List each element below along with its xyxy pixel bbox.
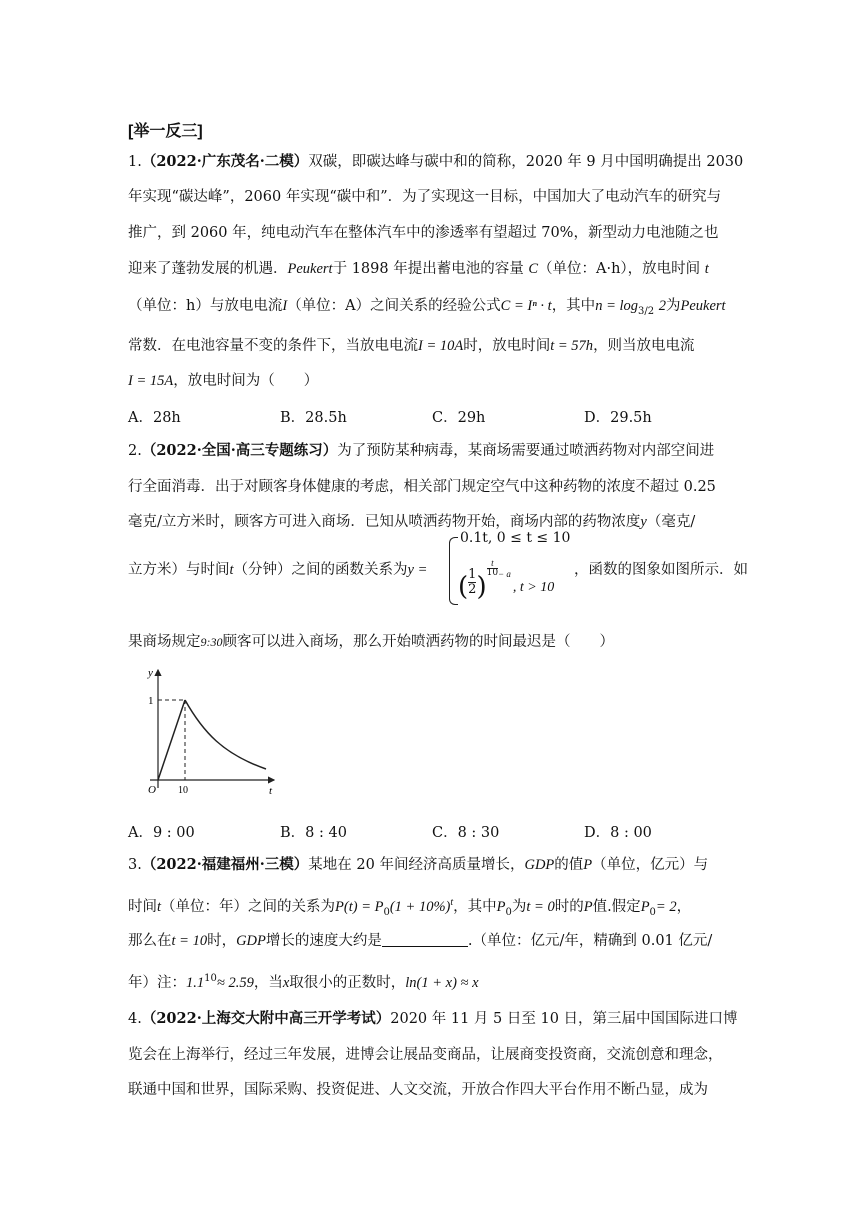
problem-1-line-5: （单位：h）与放电电流I（单位：A）之间关系的经验公式C = Iⁿ · t，其中$n = \log_{3/2} 2$为Peukert <box>128 298 726 317</box>
option-d: D．8 : 00 <box>584 825 652 841</box>
problem-3-line-4: 年）注：$1.1^{10}\approx 2.59$，当x取很小的正数时，ln(1 + x) ≈ x <box>128 973 479 991</box>
problem-1-line-6: 常数．在电池容量不变的条件下，当放电电流I = 10A时，放电时间t = 57h，则当放电电流 <box>128 338 695 354</box>
answer-blank[interactable] <box>382 932 468 947</box>
problem-source: （2022·福建福州·三模） <box>141 856 309 873</box>
problem-3-line-1: 3.（2022·福建福州·三模）某地在 20 年间经济高质量增长，GDP的值P（单位，亿元）与 <box>128 856 709 873</box>
problem-source: （2022·上海交大附中高三开学考试） <box>141 1010 391 1027</box>
problem-2-line-3: 毫克/立方米时，顾客方可进入商场．已知从喷洒药物开始，商场内部的药物浓度y（毫克/ <box>128 514 696 530</box>
tick-label-one: 1 <box>148 695 154 707</box>
formula-capacity: C = Iⁿ · t <box>500 298 552 314</box>
tick-label-ten: 10 <box>178 785 188 796</box>
problem-number: 3. <box>128 857 142 873</box>
piecewise-case-2: ( $\frac{1}{2}$ ) $^{\frac{t}{10} - a}$, t > 10 <box>458 558 555 602</box>
problem-3-line-3: 那么在t = 10时，GDP增长的速度大约是 .（单位：亿元/年，精确到 0.01 亿元/ <box>128 933 713 949</box>
option-b: B．8 : 40 <box>280 825 347 841</box>
section-heading: [举一反三] <box>128 123 203 140</box>
problem-number: 1. <box>128 154 142 170</box>
option-a: A．9 : 00 <box>128 825 195 841</box>
problem-source: （2022·广东茂名·二模） <box>141 153 309 170</box>
problem-4-line-3: 联通中国和世界，国际采购、投资促进、人文交流，开放合作四大平台作用不断凸显，成为 <box>128 1082 708 1098</box>
linear-segment <box>158 700 185 780</box>
problem-1-line-2: 年实现“碳达峰”，2060 年实现“碳中和”．为了实现这一目标，中国加大了电动汽车的研究与 <box>128 189 722 205</box>
problem-number: 4. <box>128 1011 142 1027</box>
problem-1-line-4: 迎来了蓬勃发展的机遇．Peukert于 1898 年提出蓄电池的容量 C（单位：A·h），放电时间 t <box>128 261 709 277</box>
problem-1-line-7: I = 15A，放电时间为（ ） <box>128 373 319 389</box>
problem-1-line-3: 推广，到 2060 年，纯电动汽车在整体汽车中的渗透率有望超过 70%，新型动力电池随之也 <box>128 225 719 241</box>
piecewise-case-1: 0.1t, 0 ≤ t ≤ 10 <box>460 530 571 546</box>
option-d: D．29.5h <box>584 410 652 426</box>
option-c: C．29h <box>432 410 486 426</box>
option-a: A．28h <box>128 410 181 426</box>
option-c: C．8 : 30 <box>432 825 500 841</box>
option-b: B．28.5h <box>280 410 347 426</box>
problem-2-line-1: 2.（2022·全国·高三专题练习）为了预防某种病毒，某商场需要通过喷洒药物对内部空间进 <box>128 442 715 459</box>
problem-2-line-4-tail: ，函数的图象如图所示．如 <box>574 562 748 578</box>
problem-source: （2022·全国·高三专题练习） <box>141 442 338 459</box>
problem-2-line-4: 立方米）与时间t（分钟）之间的函数关系为y = <box>128 562 428 578</box>
problem-2-line-5: 果商场规定9:30顾客可以进入商场，那么开始喷洒药物的时间最迟是（ ） <box>128 634 614 650</box>
decay-curve <box>185 700 266 769</box>
problem-1-line-1: 1.（2022·广东茂名·二模）双碳，即碳达峰与碳中和的简称，2020 年 9 月中国明确提出 2030 <box>128 153 744 170</box>
concentration-graph <box>128 664 278 804</box>
problem-2-line-2: 行全面消毒．出于对顾客身体健康的考虑，相关部门规定空气中这种药物的浓度不超过 0.25 <box>128 479 716 495</box>
piecewise-brace <box>449 537 458 605</box>
problem-4-line-1: 4.（2022·上海交大附中高三开学考试）2020 年 11 月 5 日至 10 日，第三届中国国际进口博 <box>128 1010 738 1027</box>
problem-number: 2. <box>128 443 142 459</box>
problem-3-line-2: 时间t（单位：年）之间的关系为$P(t) = P_0(1 + 10\%)^t$，其中$P_0$为t = 0时的P值.假定$P_0= 2$， <box>128 897 692 918</box>
problem-4-line-2: 览会在上海举行，经过三年发展，进博会让展品变商品，让展商变投资商，交流创意和理念， <box>128 1047 723 1063</box>
origin-label: O <box>148 784 156 796</box>
x-axis-label: t <box>269 785 273 797</box>
y-axis-label: y <box>148 667 153 679</box>
